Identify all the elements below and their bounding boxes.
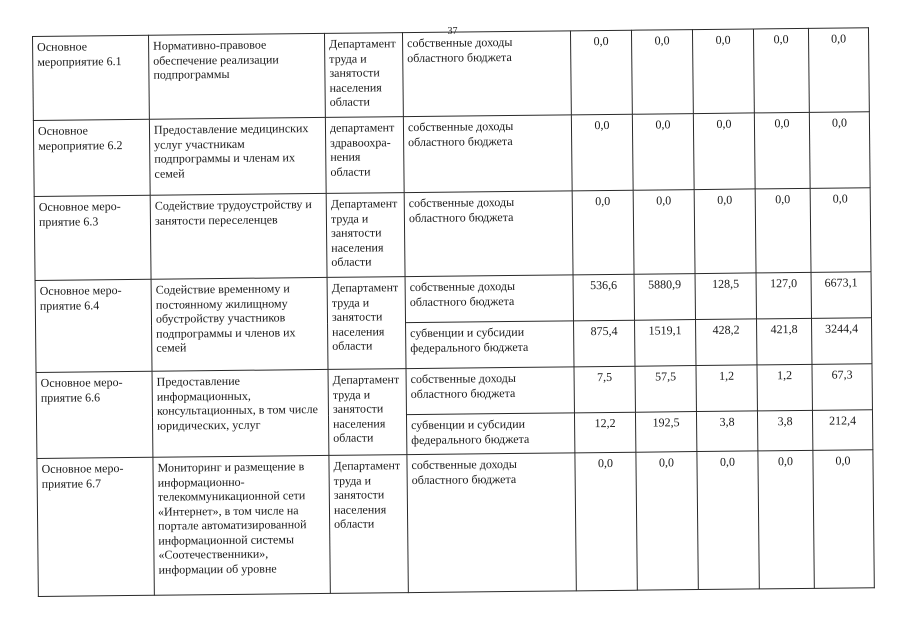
value-cell: 0,0	[697, 451, 759, 590]
description-cell-text: Содействие трудоустройству и занятости переселенцев	[154, 197, 312, 228]
funding-source-cell	[407, 453, 576, 593]
value-cell: 0,0	[636, 452, 698, 591]
funding-source-cell	[406, 321, 574, 369]
value-cell: 128,5	[695, 273, 756, 320]
value-cell: 67,3	[812, 364, 872, 411]
value-cell: 7,5	[574, 366, 635, 413]
value-cell: 1519,1	[635, 320, 696, 367]
value-cell: 1,2	[696, 365, 757, 412]
department-cell	[325, 117, 404, 194]
value-cell: 875,4	[574, 320, 635, 367]
description-cell	[151, 277, 328, 371]
value-cell: 0,0	[809, 112, 870, 189]
description-cell-text: Предоставление медицинских услуг участникам подпрограммы и членам их семей	[153, 121, 309, 181]
activity-cell-text: Основное меро- приятие 6.7	[41, 461, 124, 491]
value-cell: 421,8	[757, 318, 812, 365]
description-cell	[153, 455, 330, 595]
description-cell	[148, 33, 325, 119]
value-cell: 212,4	[812, 410, 872, 451]
activity-cell-text: Основное меро- приятие 6.3	[38, 199, 121, 229]
value-cell: 57,5	[635, 366, 696, 413]
value-cell: 0,0	[755, 188, 811, 273]
funding-source-text: собственные доходы областного бюджета	[407, 118, 514, 149]
funding-table	[32, 27, 875, 597]
description-cell-text: Мониторинг и размещение в информационно- телекоммуникационной сети «Интернет», в том числе на портале автоматизированной информационной системы «Соотечественники», информации об уровне	[157, 459, 307, 577]
activity-cell	[34, 195, 151, 280]
value-cell: 536,6	[573, 274, 634, 321]
value-cell: 428,2	[696, 319, 757, 366]
funding-source-cell	[404, 191, 573, 277]
page-number: 37	[447, 26, 458, 37]
description-cell-text: Нормативно-правовое обеспечение реализации подпрограммы	[153, 37, 279, 82]
value-cell: 3244,4	[811, 318, 871, 365]
value-cell: 0,0	[694, 189, 756, 274]
value-cell: 192,5	[635, 412, 696, 453]
department-cell	[329, 455, 408, 594]
funding-source-cell	[402, 31, 571, 117]
value-cell: 0,0	[631, 30, 693, 115]
activity-cell	[37, 457, 154, 596]
value-cell: 0,0	[810, 188, 871, 273]
value-cell: 0,0	[633, 190, 695, 275]
table-row	[37, 450, 874, 597]
value-cell: 0,0	[758, 450, 814, 589]
activity-cell-text: Основное мероприятие 6.2	[37, 123, 123, 153]
table-row	[33, 112, 870, 197]
value-cell: 0,0	[693, 113, 755, 190]
funding-source-text: собственные доходы областного бюджета	[408, 194, 515, 225]
description-cell	[150, 193, 327, 279]
funding-source-text: собственные доходы областного бюджета	[410, 370, 517, 401]
description-cell-text: Предоставление информационных, консультационных, в том числе юридических, услуг	[156, 373, 318, 433]
table-row	[33, 28, 870, 121]
value-cell: 12,2	[574, 412, 635, 453]
department-cell	[324, 33, 403, 118]
funding-source-text: субвенции и субсидии федерального бюджета	[410, 324, 529, 355]
department-cell-text: Департамент труда и занятости населения области	[329, 36, 396, 109]
funding-source-cell	[406, 367, 574, 415]
department-cell	[327, 277, 406, 370]
value-cell: 0,0	[808, 28, 869, 113]
value-cell: 1,2	[757, 364, 812, 411]
funding-source-cell	[405, 275, 573, 323]
description-cell	[152, 369, 329, 457]
department-cell	[326, 193, 405, 278]
activity-cell	[35, 279, 152, 372]
department-cell-text: Департамент труда и занятости населения области	[331, 280, 399, 353]
activity-cell	[33, 119, 150, 196]
value-cell: 0,0	[754, 112, 810, 189]
value-cell: 0,0	[632, 114, 694, 191]
value-cell: 0,0	[572, 190, 634, 275]
value-cell: 3,8	[696, 411, 757, 452]
department-cell-text: Департамент труда и занятости населения области	[330, 196, 398, 269]
value-cell: 0,0	[570, 30, 632, 115]
funding-source-cell	[406, 413, 574, 455]
department-cell-text: Департамент труда и занятости населения области	[333, 458, 401, 531]
table-row	[34, 188, 871, 281]
department-cell-text: Департамент труда и занятости населения области	[332, 372, 400, 445]
description-cell	[149, 117, 326, 195]
value-cell: 0,0	[692, 29, 754, 114]
funding-source-text: собственные доходы областного бюджета	[409, 278, 516, 309]
value-cell: 127,0	[756, 272, 811, 319]
funding-source-text: собственные доходы областного бюджета	[411, 456, 517, 487]
department-cell	[328, 369, 407, 456]
value-cell: 3,8	[757, 410, 812, 451]
activity-cell	[33, 35, 150, 120]
activity-cell-text: Основное меро- приятие 6.6	[40, 375, 123, 405]
activity-cell	[36, 371, 153, 458]
funding-source-text: субвенции и субсидии федерального бюджета	[411, 416, 530, 447]
table-body	[33, 28, 875, 597]
description-cell-text: Содействие временному и постоянному жилищному обустройству участников подпрограммы и членов их семей	[155, 281, 296, 355]
value-cell: 0,0	[753, 28, 809, 113]
value-cell: 0,0	[571, 114, 633, 191]
funding-source-text: собственные доходы областного бюджета	[407, 34, 513, 65]
funding-source-cell	[403, 115, 572, 193]
value-cell: 0,0	[575, 452, 637, 591]
value-cell: 6673,1	[811, 272, 871, 319]
activity-cell-text: Основное меро- приятие 6.4	[39, 283, 122, 313]
department-cell-text: департамент здравоохра- нения области	[329, 120, 395, 179]
activity-cell-text: Основное мероприятие 6.1	[37, 39, 122, 69]
value-cell: 0,0	[813, 450, 874, 589]
value-cell: 5880,9	[634, 274, 695, 321]
